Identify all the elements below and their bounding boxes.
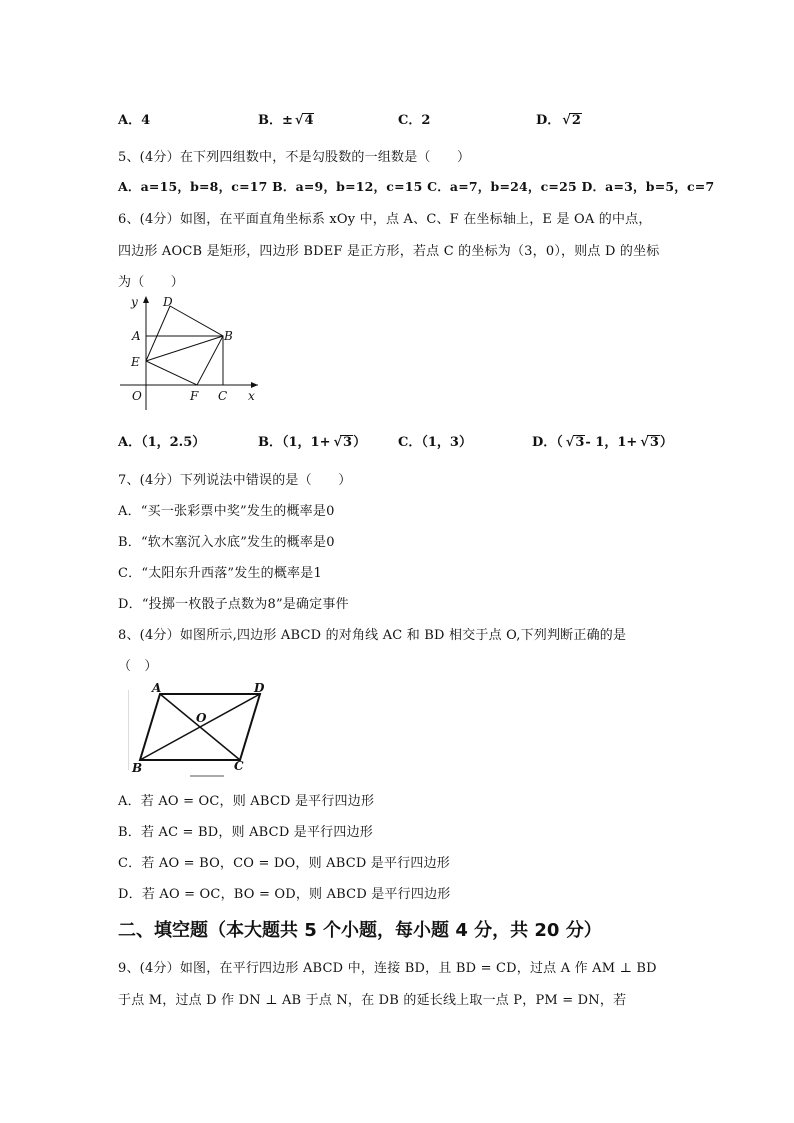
label-x: x [248,389,255,403]
q8-stem-line2: （ ） [118,659,158,674]
q6-figure [118,292,268,410]
section-heading: 二、填空题（本大题共 5 个小题，每小题 4 分，共 20 分） [118,920,602,941]
label-b: B [224,329,233,343]
q6-option-b-radical: √ 3 [340,435,353,450]
label-o: O [132,389,142,403]
label-c: C [234,759,244,773]
q6-option-d-radical-1: √ 3 [573,435,586,450]
q6-option-d-mid: - 1，1+ [585,435,638,450]
label-d: D [254,681,265,695]
q8-stem-line1: 8、(4分）如图所示,四边形 ABCD 的对角线 AC 和 BD 相交于点 O,下列判断正确的是 [118,628,627,643]
q8-option-b: B．若 AC = BD，则 ABCD 是平行四边形 [118,825,373,840]
label-o: O [196,711,207,725]
q5-stem: 5、(4分）在下列四组数中，不是勾股数的一组数是（ ） [118,150,471,165]
q8-option-d: D．若 AO = OC，BO = OD，则 ABCD 是平行四边形 [118,887,451,902]
q7-option-d: D．“投掷一枚骰子点数为8”是确定事件 [118,597,349,612]
q4-option-d [536,109,582,128]
q4-option-b-prefix: B．± [258,113,293,128]
q7-option-b: B．“软木塞沉入水底”发生的概率是0 [118,535,335,550]
q6-option-d-radical-2: √ 3 [647,435,660,450]
q6-option-b-prefix: B．（1，1+ [258,435,331,450]
q8-option-a: A．若 AO = OC，则 ABCD 是平行四边形 [118,794,375,809]
q6-option-a: A．（1，2.5） [118,435,206,450]
q6-option-d-suffix: ） [659,435,673,450]
x-axis-arrow-icon [251,382,258,388]
label-a: A [132,329,141,343]
q4-option-b [258,109,314,128]
q9-line1: 9、(4分）如图，在平行四边形 ABCD 中，连接 BD，且 BD = CD，过点 A 作 AM ⊥ BD [118,961,657,976]
q7-option-a: A．“买一张彩票中奖”发生的概率是0 [118,504,335,519]
q6-option-d [532,431,673,450]
q7-option-c: C．“太阳东升西落”发生的概率是1 [118,566,322,581]
label-y: y [131,295,138,309]
q4-option-c: C．2 [398,113,431,128]
q4-option-d-radical: √ 2 [569,113,582,128]
label-c: C [218,389,228,403]
q4-option-b-radical: √ 4 [302,113,315,128]
q6-option-d-prefix: D．（ [532,435,563,450]
q6-stem-line2: 四边形 AOCB 是矩形，四边形 BDEF 是正方形，若点 C 的坐标为（3，0），则点 D 的坐标 [118,244,660,259]
q6-option-c: C．（1，3） [398,435,472,450]
q6-stem-line3: 为（ ） [118,275,185,290]
q8-figure [128,680,278,780]
q4-option-d-prefix: D． [536,113,561,128]
q4-option-a: A．4 [118,113,151,128]
y-axis-arrow-icon [143,296,149,303]
square-bdef [146,306,223,385]
label-a: A [152,681,162,695]
label-e: E [131,355,140,369]
label-f: F [190,389,199,403]
label-d: D [163,295,173,309]
label-b: B [132,761,143,775]
q9-line2: 于点 M，过点 D 作 DN ⊥ AB 于点 N，在 DB 的延长线上取一点 P，PM = DN，若 [118,993,627,1008]
q6-stem-line1: 6、(4分）如图，在平面直角坐标系 xOy 中，点 A、C、F 在坐标轴上，E 是 OA 的中点， [118,212,652,227]
q6-option-b [258,431,366,450]
q7-stem: 7、(4分）下列说法中错误的是（ ） [118,473,352,488]
q8-option-c: C．若 AO = BO，CO = DO，则 ABCD 是平行四边形 [118,856,450,871]
q5-options: A．a=15，b=8，c=17 B．a=9，b=12，c=15 C．a=7，b=24，c=25 D．a=3，b=5，c=7 [118,179,715,194]
q6-option-b-suffix: ） [353,435,367,450]
